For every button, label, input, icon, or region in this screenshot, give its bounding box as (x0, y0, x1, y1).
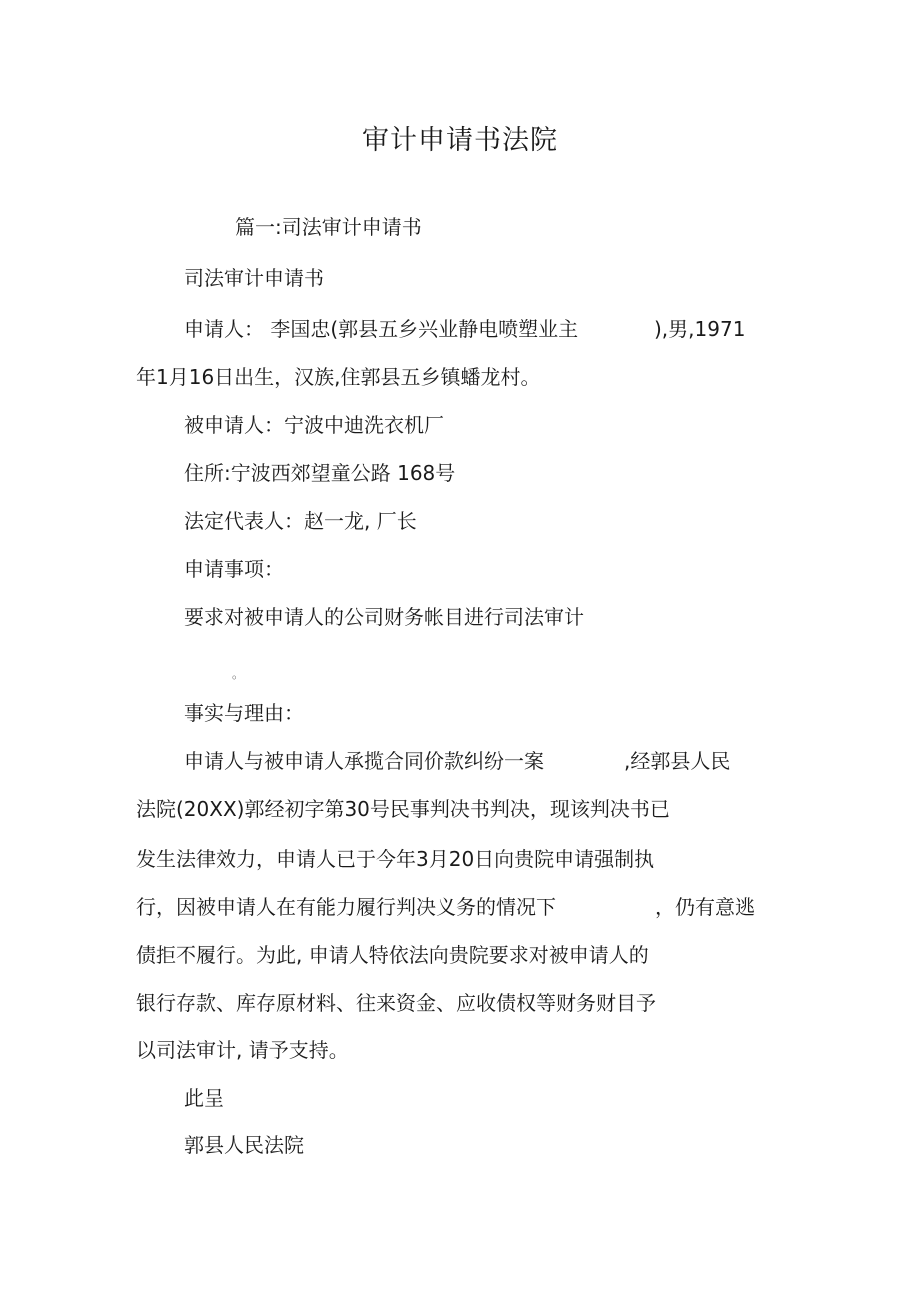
facts-line-5: 债拒不履行。为此, 申请人特依法向贵院要求对被申请人的 (136, 943, 649, 967)
applicant-line-tail: ),男,1971 (654, 317, 746, 341)
applicant-line: 申请人： 李国忠(郭县五乡兴业静电喷塑业主 (184, 317, 579, 341)
facts-line-4b: ，仍有意逃 (655, 895, 755, 919)
facts-heading: 事实与理由： (184, 701, 304, 725)
heading: 司法审计申请书 (184, 266, 324, 290)
applicant-birth-line: 年1月16日出生，汉族,住郭县五乡镇蟠龙村。 (136, 365, 541, 389)
document-title: 审计申请书法院 (362, 125, 558, 156)
subtitle: 篇一:司法审计申请书 (235, 215, 422, 239)
facts-line-1a: 申请人与被申请人承揽合同价款纠纷一案 (184, 749, 544, 773)
respondent-line: 被申请人：宁波中迪洗衣机厂 (184, 413, 444, 437)
recipient-line: 郭县人民法院 (184, 1133, 304, 1157)
address-line: 住所:宁波西郊望童公路 168号 (184, 461, 456, 485)
legal-rep-line: 法定代表人：赵一龙, 厂长 (184, 509, 417, 533)
facts-line-3: 发生法律效力，申请人已于今年3月20日向贵院申请强制执 (136, 847, 655, 871)
request-line: 要求对被申请人的公司财务帐目进行司法审计 (184, 605, 584, 629)
period-mark: 。 (232, 667, 245, 681)
facts-line-2: 法院(20XX)郭经初字第30号民事判决书判决，现该判决书已 (136, 797, 670, 821)
facts-line-7: 以司法审计, 请予支持。 (136, 1038, 349, 1062)
facts-line-1b: ,经郭县人民 (624, 749, 731, 773)
facts-line-4a: 行，因被申请人在有能力履行判决义务的情况下 (136, 895, 556, 919)
request-heading: 申请事项： (184, 557, 284, 581)
facts-line-6: 银行存款、库存原材料、往来资金、应收债权等财务财目予 (136, 991, 656, 1015)
closing-line: 此呈 (184, 1086, 224, 1110)
